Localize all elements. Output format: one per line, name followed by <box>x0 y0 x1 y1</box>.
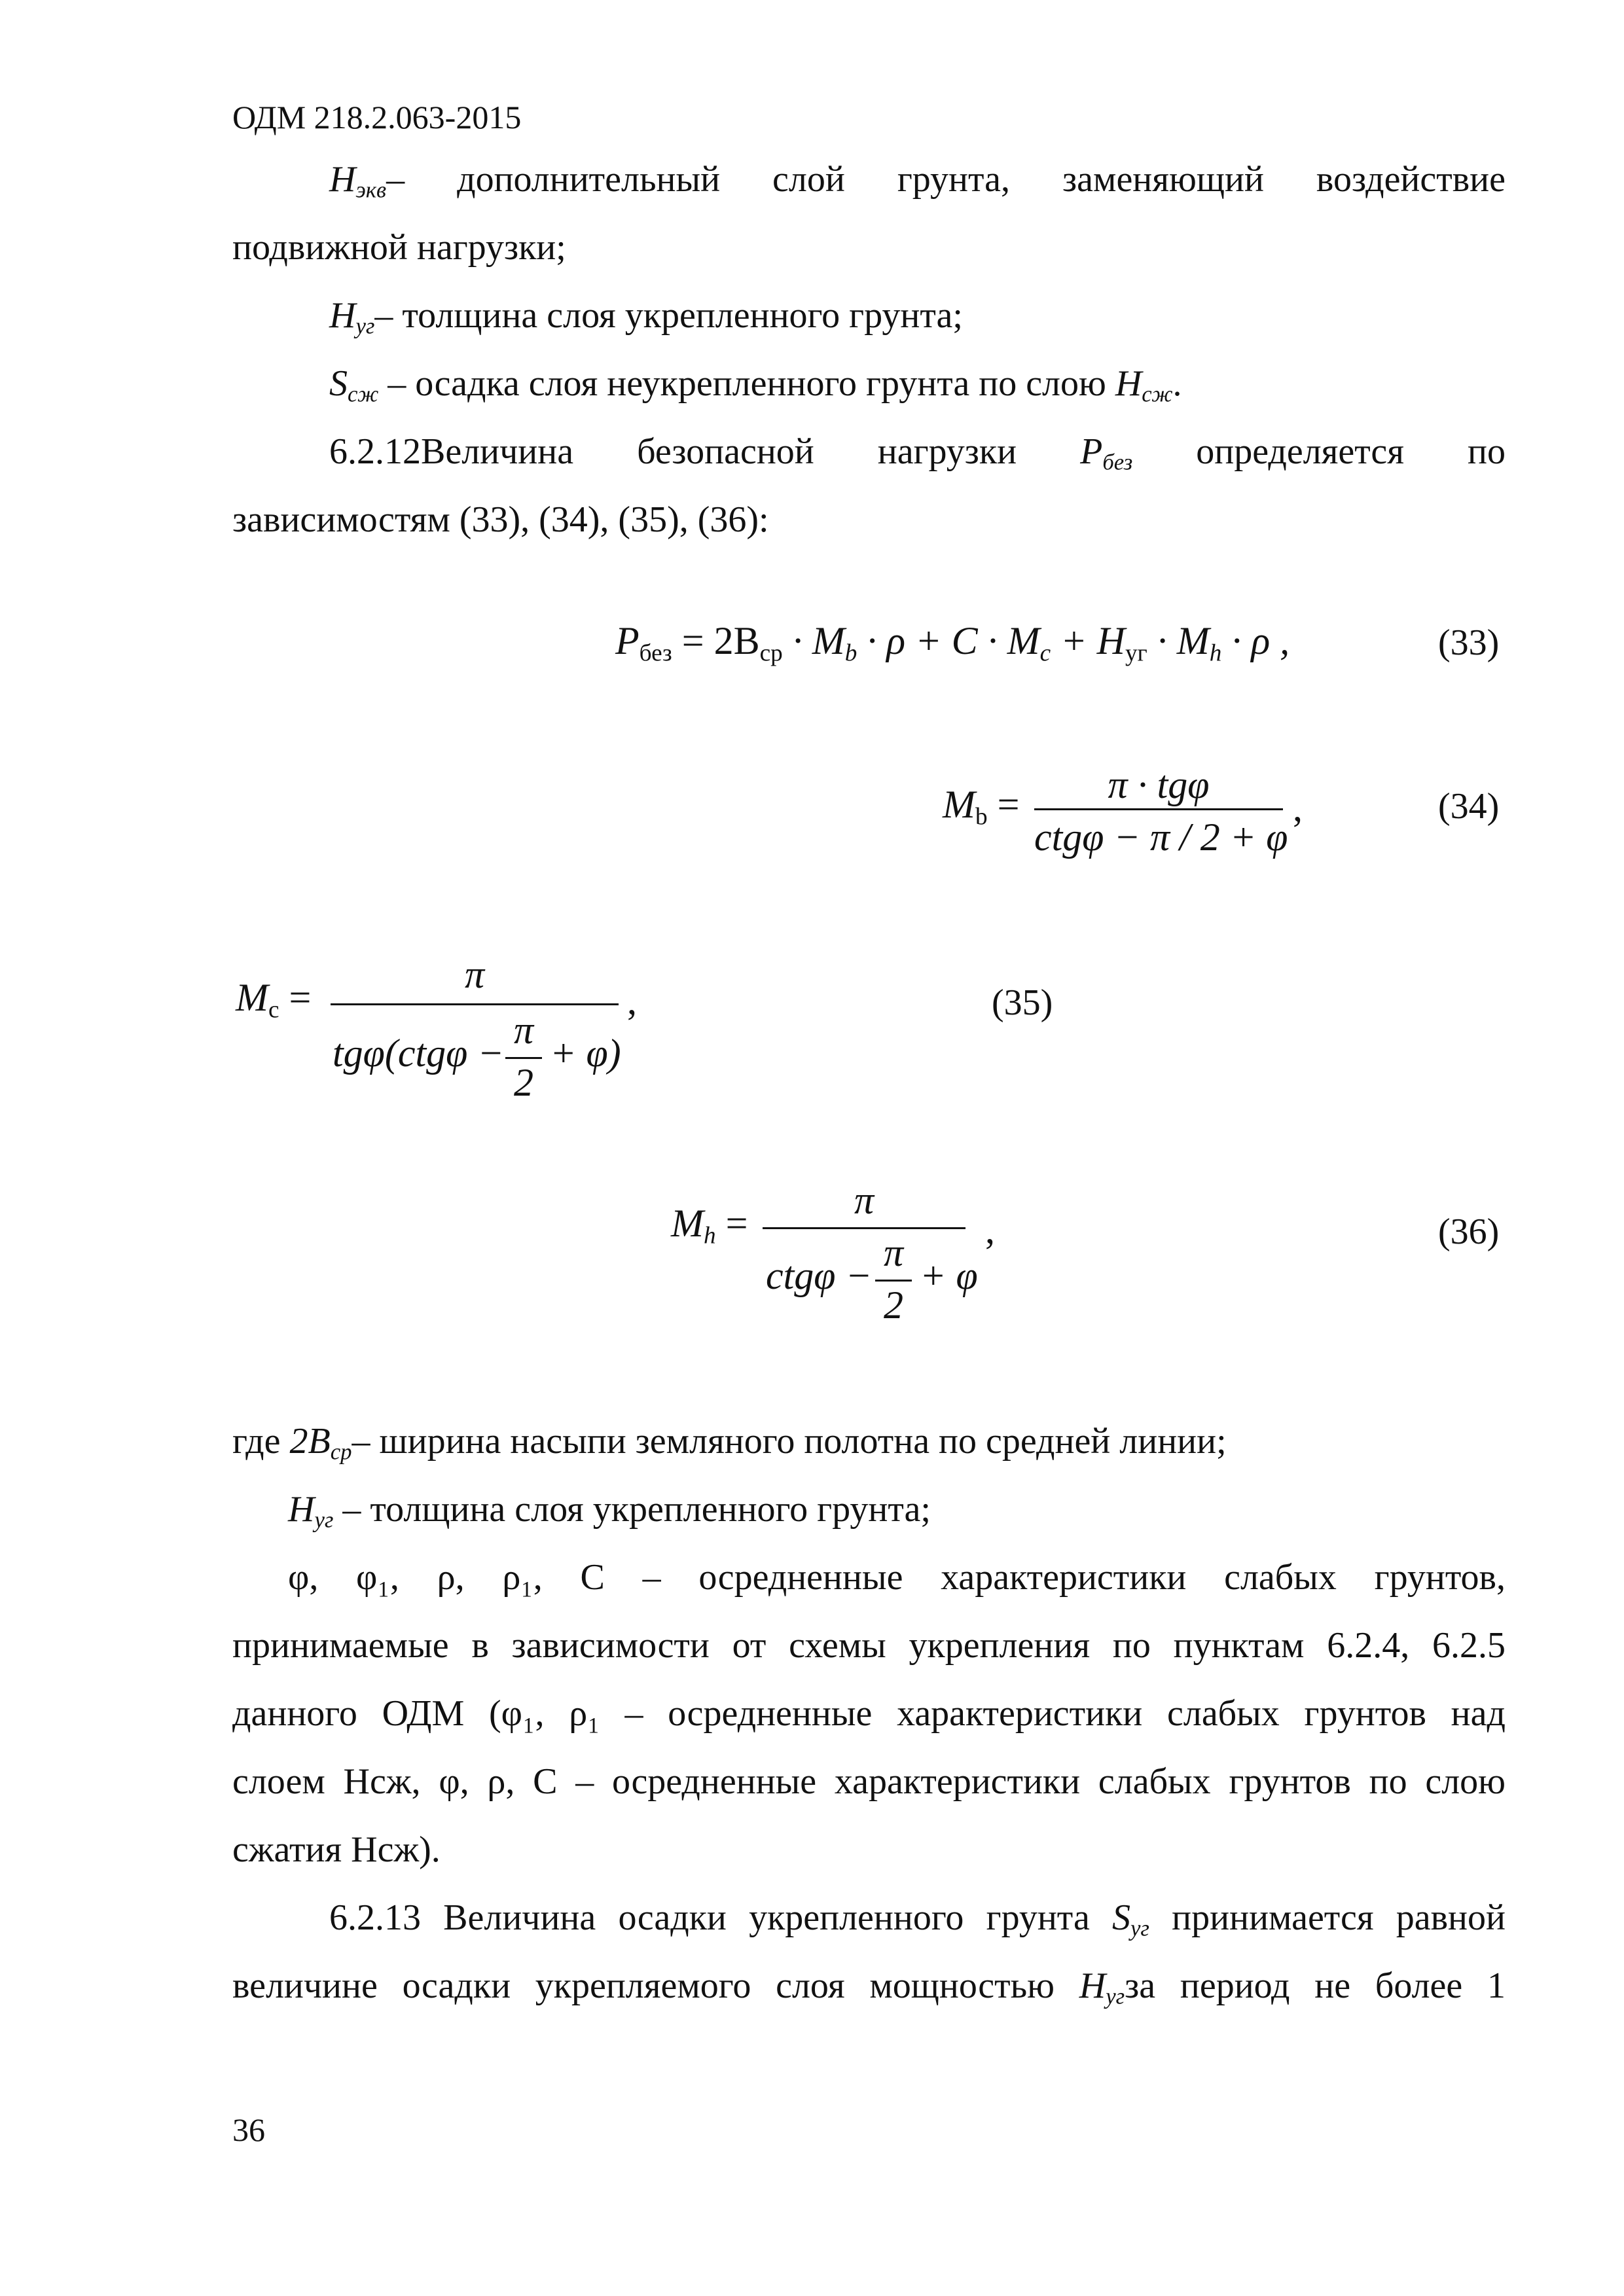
equation-36-inner-numerator: π <box>883 1231 904 1274</box>
equation-35-inner-numerator: π <box>513 1009 534 1052</box>
section-6-2-13-line2: величине осадки укрепляемого слоя мощностью $H_{уг}за$ период не более 1 <box>232 1965 1506 2009</box>
where-chars-line2: принимаемые в зависимости от схемы укрепления по пунктам 6.2.4, 6.2.5 <box>232 1625 1506 1666</box>
where-chars-line1: φ, φ₁, ρ, ρ₁, С – осредненные характеристики слабых грунтов, <box>288 1557 1506 1598</box>
equation-34-fraction-bar <box>1034 808 1283 810</box>
document-code: ОДМ 218.2.063-2015 <box>232 99 522 135</box>
equation-36-fraction-bar <box>763 1227 965 1229</box>
equation-number-35: (35) <box>992 982 1053 1023</box>
equation-36-denominator-left: ctgφ − <box>766 1254 872 1297</box>
equation-number-36: (36) <box>1438 1211 1500 1252</box>
equation-35-numerator: π <box>464 953 485 996</box>
equation-34-lhs: $M_b$ = <box>943 783 1020 831</box>
equation-35-inner-denominator: 2 <box>514 1061 533 1104</box>
definition-h-ekv: $H_{экв}-$ дополнительный слой грунта, заменяющий воздействие <box>329 159 1506 203</box>
equation-35-lhs: $M_c$ = <box>236 976 312 1024</box>
where-h-ug: $H_{уг}$ – толщина слоя укрепленного грунта; <box>288 1489 931 1533</box>
equation-34-comma: , <box>1293 786 1303 829</box>
section-6-2-12-line2: зависимостям (33), (34), (35), (36): <box>232 499 769 540</box>
equation-number-34: (34) <box>1438 786 1500 827</box>
section-6-2-13-line1: 6.2.13 Величина осадки укрепленного грунта $S_{уг}$ принимается равной <box>329 1897 1506 1941</box>
where-chars-line5: сжатия Hсж). <box>232 1829 441 1870</box>
equation-36-inner-bar <box>875 1280 912 1282</box>
equation-35-denominator-right: + φ) <box>550 1031 621 1075</box>
equation-34-denominator: ctgφ − π / 2 + φ <box>1034 816 1288 859</box>
equation-36-inner-denominator: 2 <box>884 1283 903 1327</box>
equation-number-33: (33) <box>1438 622 1500 663</box>
section-6-2-12-line1: 6.2.12Величина безопасной нагрузки $P_{без}$ определяется по <box>329 431 1506 475</box>
equation-35-comma: , <box>627 979 637 1022</box>
page-number: 36 <box>232 2111 265 2148</box>
definition-h-ug: $H_{уг}-$ толщина слоя укрепленного грунта; <box>329 295 963 339</box>
definition-s-szh: $S_{сж}$ – осадка слоя неукрепленного грунта по слою $H_{сж}$. <box>329 363 1182 407</box>
equation-36-lhs: $M_h$ = <box>671 1202 748 1249</box>
where-chars-line3: данного ОДМ (φ₁, ρ₁ – осредненные характеристики слабых грунтов над <box>232 1693 1506 1734</box>
equation-35-fraction-bar <box>331 1003 619 1005</box>
where-2b-sr: где $2B_{ср}-$ ширина насыпи земляного полотна по средней линии; <box>232 1421 1227 1465</box>
where-chars-line4: слоем Hсж, φ, ρ, С – осредненные характеристики слабых грунтов по слою <box>232 1761 1506 1802</box>
equation-36-denominator-right: + φ <box>920 1254 978 1297</box>
equation-35-inner-bar <box>505 1057 542 1059</box>
equation-33: $P_{без} = 2B_{ср} \cdot M_b \cdot \rho + C \cdot M_c + H_{уг} \cdot M_h \cdot \rho$ , <box>615 619 1290 667</box>
equation-34-numerator: π · tgφ <box>1108 763 1210 806</box>
equation-35-denominator-left: tgφ(ctgφ − <box>333 1031 504 1075</box>
definition-h-ekv-cont: подвижной нагрузки; <box>232 227 566 268</box>
equation-36-numerator: π <box>854 1179 875 1222</box>
equation-36-comma: , <box>985 1208 995 1251</box>
